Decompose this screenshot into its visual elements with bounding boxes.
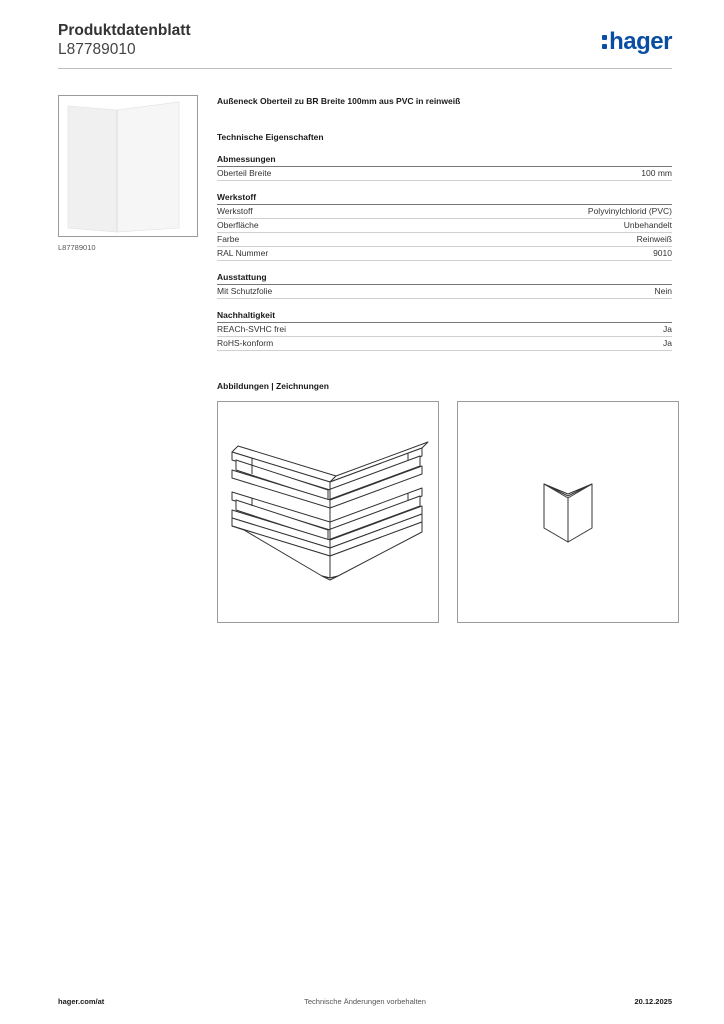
property-group-title: Ausstattung (217, 271, 672, 285)
property-group (217, 271, 672, 299)
corner-part-drawing-icon (458, 402, 678, 622)
product-image-caption: L87789010 (58, 243, 96, 252)
property-value: Ja (663, 338, 672, 348)
property-label: RoHS-konform (217, 338, 274, 348)
technical-properties-title: Technische Eigenschaften (217, 132, 324, 142)
hager-logo (602, 28, 672, 56)
property-label: Werkstoff (217, 206, 253, 216)
property-row (217, 219, 672, 233)
property-value: Ja (663, 324, 672, 334)
product-photo-icon (59, 96, 197, 236)
property-value: Reinweiß (636, 234, 672, 244)
property-row (217, 233, 672, 247)
property-row (217, 247, 672, 261)
article-number: L87789010 (58, 41, 136, 58)
property-group-title: Abmessungen (217, 153, 672, 167)
document-title: Produktdatenblatt (58, 22, 191, 39)
footer-date: 20.12.2025 (634, 997, 672, 1006)
logo-colon-mark (602, 35, 607, 49)
property-label: REACh-SVHC frei (217, 324, 286, 334)
property-row (217, 323, 672, 337)
property-row (217, 285, 672, 299)
property-value: 9010 (653, 248, 672, 258)
property-label: RAL Nummer (217, 248, 269, 258)
property-label: Farbe (217, 234, 240, 244)
footer-website-link[interactable]: hager.com/at (58, 997, 105, 1006)
logo-text: hager (609, 28, 672, 55)
property-groups (217, 153, 672, 351)
technical-drawing-corner (217, 401, 439, 623)
product-image (58, 95, 198, 237)
property-group-title: Nachhaltigkeit (217, 309, 672, 323)
property-value: Nein (654, 286, 672, 296)
property-label: Mit Schutzfolie (217, 286, 273, 296)
header-divider (58, 68, 672, 69)
property-value: Unbehandelt (623, 220, 672, 230)
property-label: Oberfläche (217, 220, 259, 230)
corner-profile-drawing-icon (218, 402, 438, 622)
property-label: Oberteil Breite (217, 168, 272, 178)
product-description: Außeneck Oberteil zu BR Breite 100mm aus PVC in reinweiß (217, 96, 461, 106)
property-row (217, 337, 672, 351)
property-value: 100 mm (641, 168, 672, 178)
property-value: Polyvinylchlorid (PVC) (587, 206, 672, 216)
drawings-title: Abbildungen | Zeichnungen (217, 381, 329, 391)
property-group (217, 191, 672, 261)
footer-note: Technische Änderungen vorbehalten (304, 997, 426, 1006)
property-row (217, 205, 672, 219)
property-group (217, 309, 672, 351)
property-group (217, 153, 672, 181)
property-group-title: Werkstoff (217, 191, 672, 205)
document-header (58, 22, 191, 60)
property-row (217, 167, 672, 181)
product-details (217, 95, 672, 351)
technical-drawing-part (457, 401, 679, 623)
